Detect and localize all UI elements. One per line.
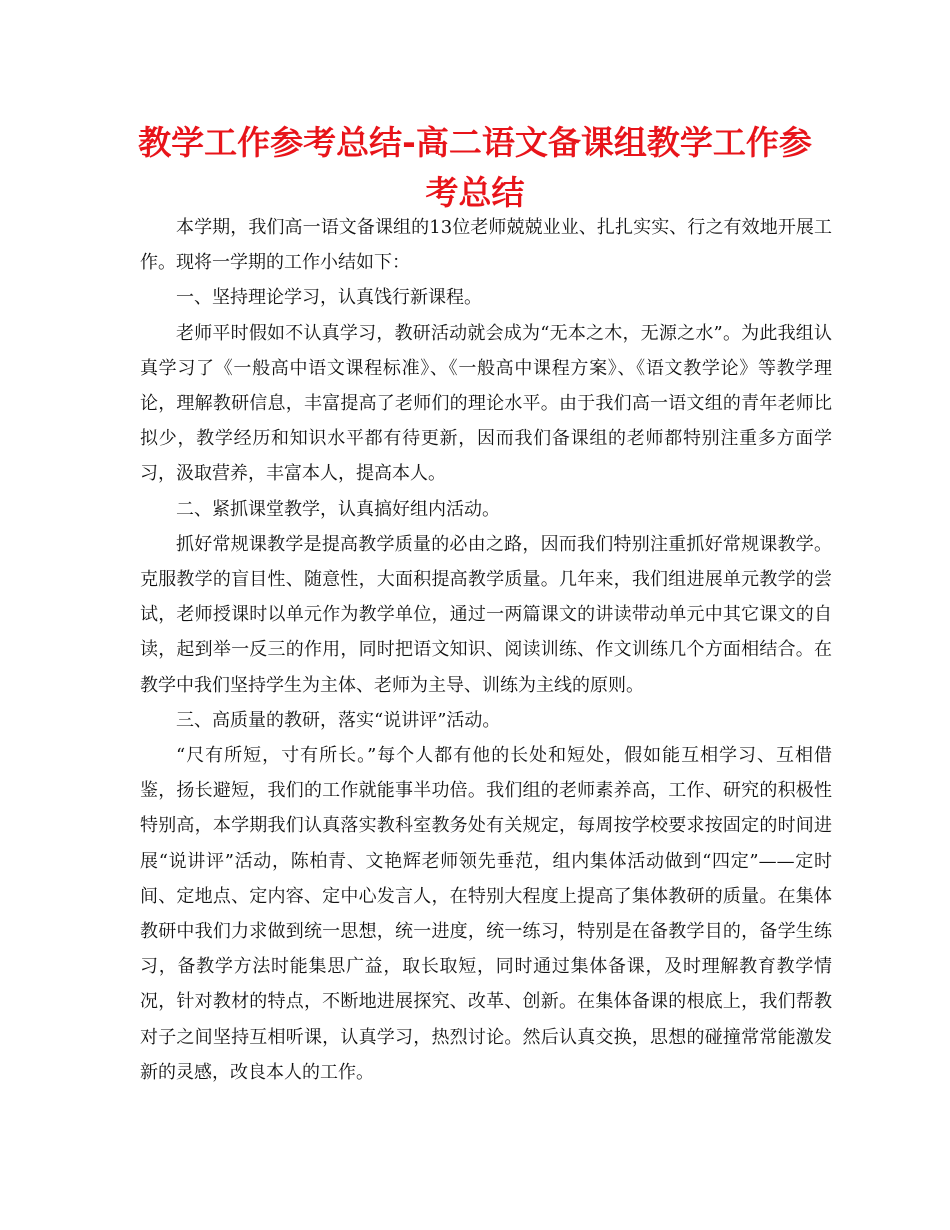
paragraph-intro: 本学期，我们高一语文备课组的13位老师兢兢业业、扎扎实实、行之有效地开展工作。现将一学期的工作小结如下： bbox=[140, 217, 832, 274]
section-heading-2: 二、紧抓课堂教学，认真搞好组内活动。 bbox=[176, 498, 500, 520]
paragraph-1: 老师平时假如不认真学习，教研活动就会成为“无本之木，无源之水”。为此我组认真学习了《一般高中语文课程标准》、《一般高中课程方案》、《语文教学论》等教学理论，理解教研信息，丰富提高了老师们的理论水平。由于我们高一语文组的青年老师比拟少，教学经历和知识水平都有待更新，因而我们备课组的老师都特别注重多方面学习，汲取营养，丰富本人，提高本人。 bbox=[140, 322, 832, 485]
paragraph-3: “尺有所短，寸有所长。”每个人都有他的长处和短处，假如能互相学习、互相借鉴，扬长避短，我们的工作就能事半功倍。我们组的老师素养高，工作、研究的积极性特别高，本学期我们认真落实教科室教务处有关规定，每周按学校要求按固定的时间进展“说讲评”活动，陈柏青、文艳辉老师领先垂范，组内集体活动做到“四定”——定时间、定地点、定内容、定中心发言人，在特别大程度上提高了集体教研的质量。在集体教研中我们力求做到统一思想，统一进度，统一练习，特别是在备教学目的，备学生练习，备教学方法时能集思广益，取长取短，同时通过集体备课，及时理解教育教学情况，针对教材的特点，不断地进展探究、改革、创新。在集体备课的根底上，我们帮教对子之间坚持互相听课，认真学习，热烈讨论。然后认真交换，思想的碰撞常常能激发新的灵感，改良本人的工作。 bbox=[140, 745, 832, 1083]
section-heading-3: 三、高质量的教研，落实“说讲评”活动。 bbox=[176, 709, 501, 731]
page-title: 教学工作参考总结-高二语文备课组教学工作参考总结 bbox=[138, 123, 812, 212]
document-body bbox=[140, 210, 832, 1090]
section-heading-1: 一、坚持理论学习，认真饯行新课程。 bbox=[176, 287, 482, 309]
paragraph-2: 抓好常规课教学是提高教学质量的必由之路，因而我们特别注重抓好常规课教学。克服教学的盲目性、随意性，大面积提高教学质量。几年来，我们组进展单元教学的尝试，老师授课时以单元作为教学单位，通过一两篇课文的讲读带动单元中其它课文的自读，起到举一反三的作用，同时把语文知识、阅读训练、作文训练几个方面相结合。在教学中我们坚持学生为主体、老师为主导、训练为主线的原则。 bbox=[140, 533, 832, 696]
